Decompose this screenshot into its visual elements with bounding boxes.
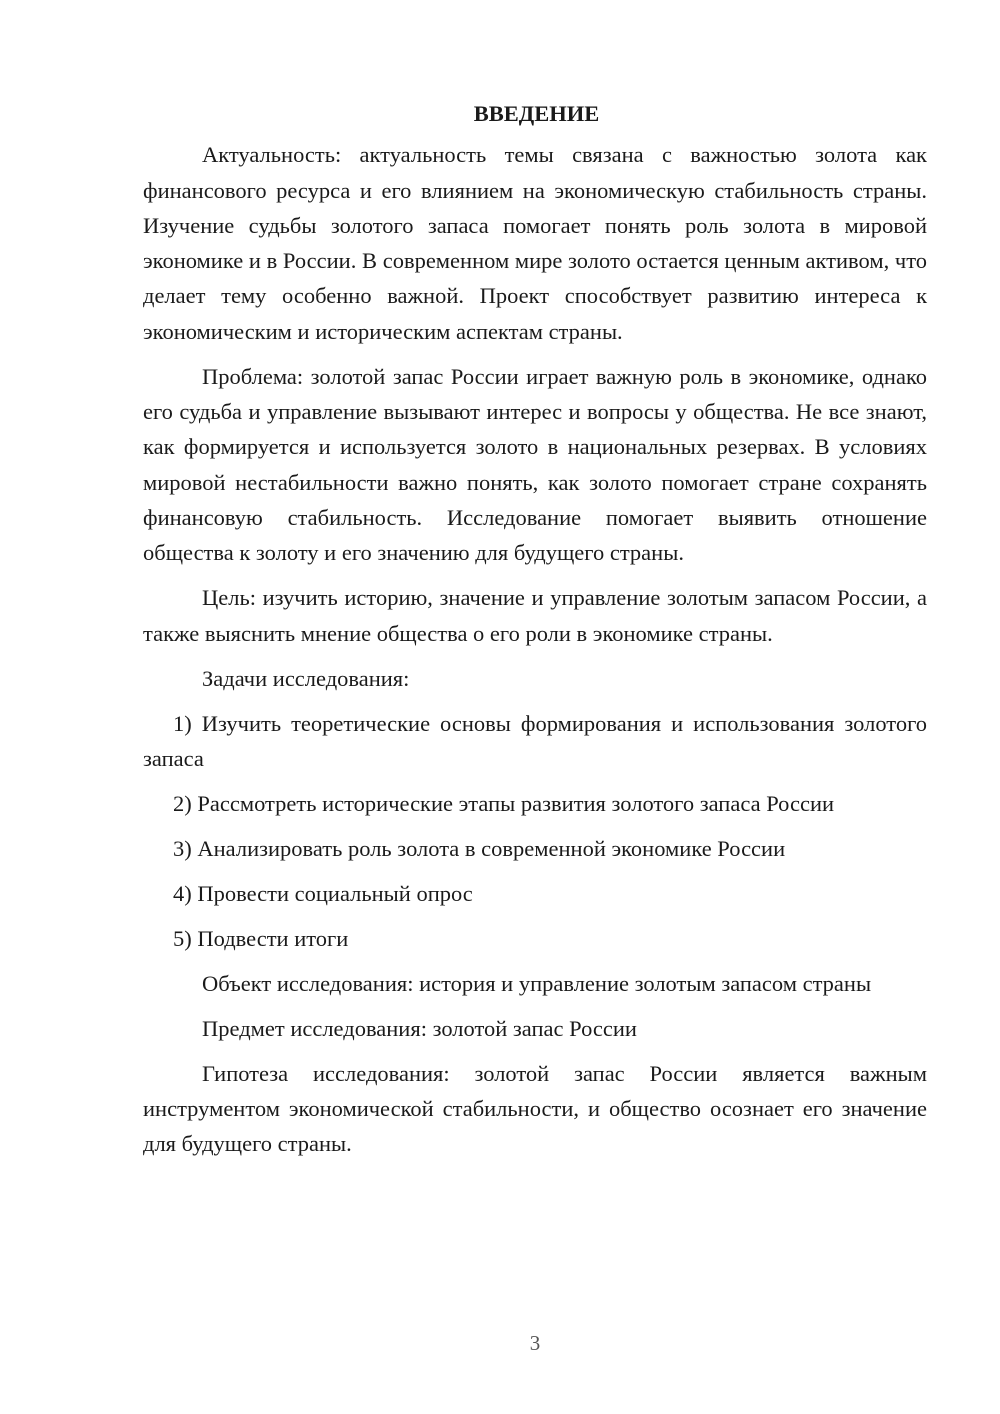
task-item-4: 4) Провести социальный опрос xyxy=(173,880,473,906)
page-number: 3 xyxy=(529,1331,541,1355)
page-content xyxy=(143,96,927,1171)
paragraph-relevance: Актуальность: актуальность темы связана с важностью золота как финансового ресурса и его влиянием на экономическую стабильность страны. Изучение судьбы золотого запаса помогает понять роль золота в мировой экономике и в России. В современном мире золото остается ценным активом, что делает тему особенно важной. Проект способствует развитию интереса к экономическим и историческим аспектам страны. xyxy=(143,142,927,344)
paragraph-problem: Проблема: золотой запас России играет важную роль в экономике, однако его судьба и управление вызывают интерес и вопросы у общества. Не все знают, как формируется и используется золото в национальных резервах. В условиях мировой нестабильности важно понять, как золото помогает стране сохранять финансовую стабильность. Исследование помогает выявить отношение общества к золоту и его значению для будущего страны. xyxy=(143,363,927,566)
task-item-1: 1) Изучить теоретические основы формирования и использования золотого запаса xyxy=(143,710,927,771)
task-item-2: 2) Рассмотреть исторические этапы развития золотого запаса России xyxy=(173,790,835,816)
paragraph-subject: Предмет исследования: золотой запас России xyxy=(202,1015,637,1041)
tasks-list xyxy=(143,706,927,957)
task-item-3: 3) Анализировать роль золота в современной экономике России xyxy=(173,835,786,861)
page-title: ВВЕДЕНИЕ xyxy=(473,101,600,126)
task-item-5: 5) Подвести итоги xyxy=(173,925,349,951)
paragraph-object: Объект исследования: история и управление золотым запасом страны xyxy=(202,970,872,996)
paragraph-hypothesis: Гипотеза исследования: золотой запас России является важным инструментом экономической стабильности, и общество осознает его значение для будущего страны. xyxy=(143,1060,927,1157)
tasks-heading: Задачи исследования: xyxy=(202,665,410,691)
paragraph-goal: Цель: изучить историю, значение и управление золотым запасом России, а также выяснить мнение общества о его роли в экономике страны. xyxy=(143,585,927,646)
